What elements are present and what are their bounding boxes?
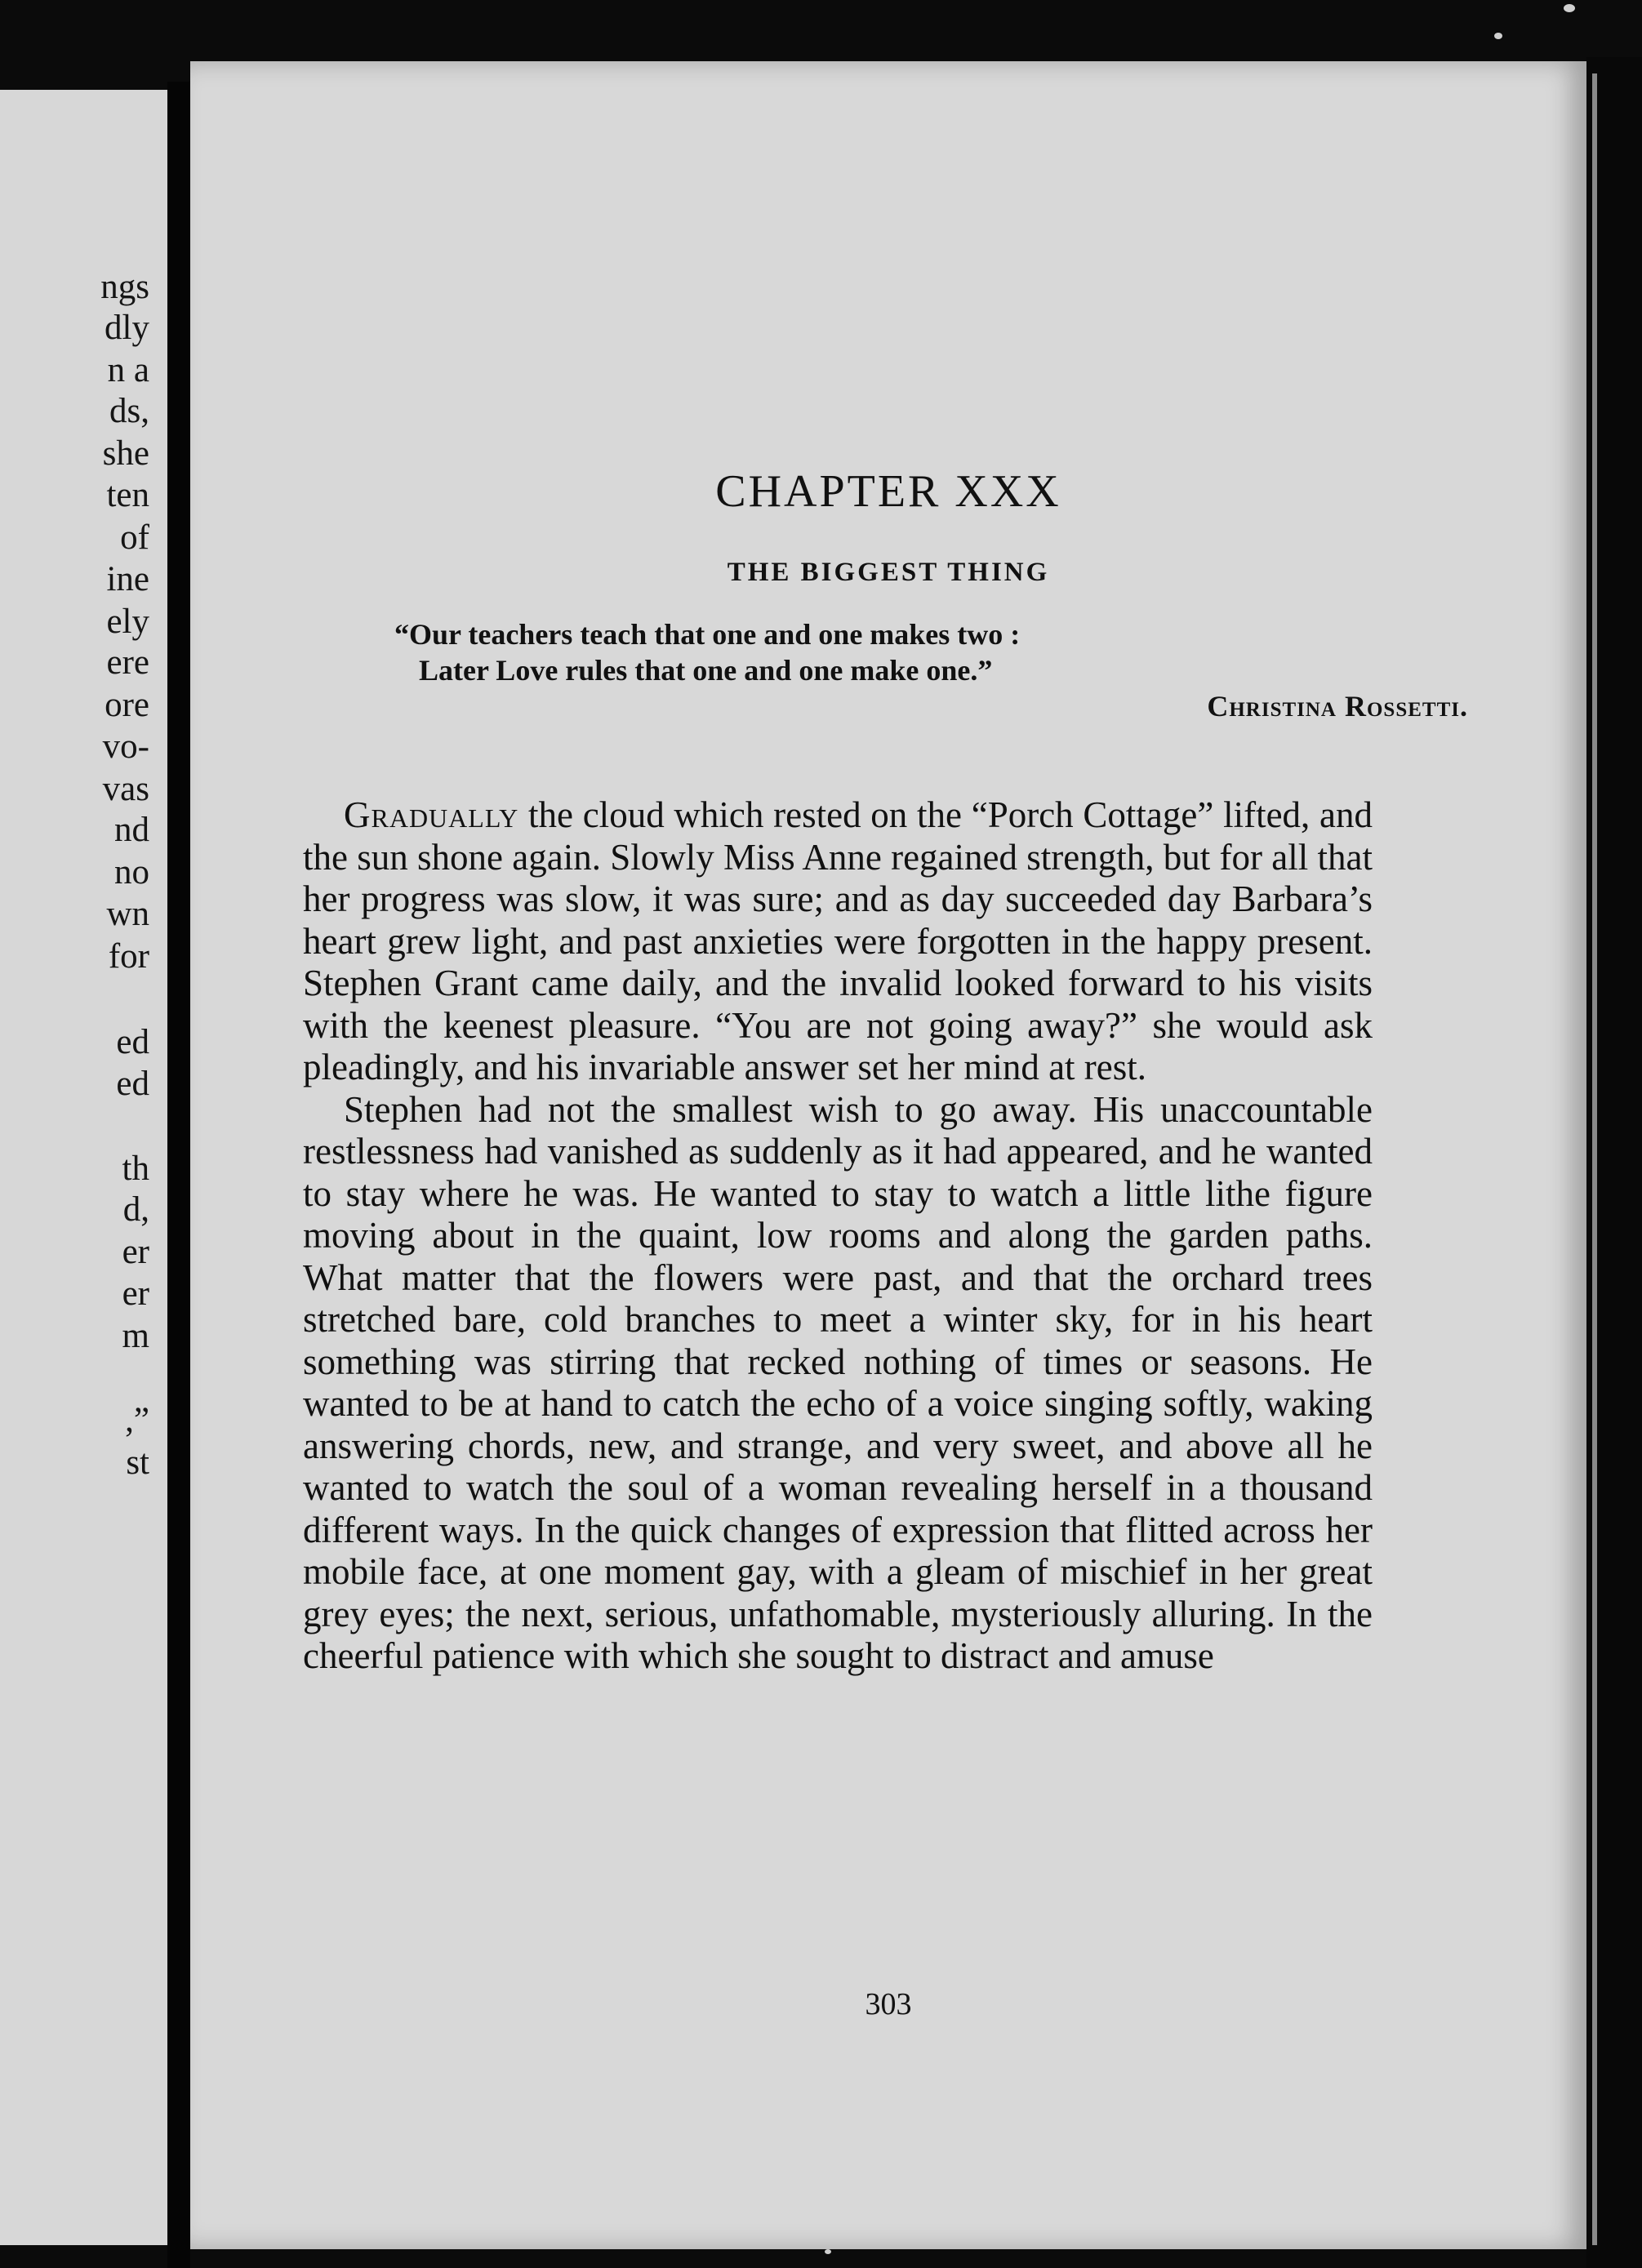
- left-page-fragment: no: [114, 853, 149, 892]
- left-page-fragment: ds,: [109, 392, 149, 430]
- page-number: 303: [865, 1987, 912, 2021]
- left-page-fragment: ore: [105, 686, 149, 724]
- left-page-fragment: of: [120, 518, 149, 557]
- left-page-fragment: dly: [105, 309, 149, 347]
- left-page-fragment: ine: [106, 560, 149, 598]
- left-page-fragment: st: [126, 1443, 149, 1482]
- left-page-fragment: ,”: [125, 1401, 149, 1439]
- left-page-fragment: vas: [102, 770, 149, 808]
- paragraph-lead-word: Gradually: [344, 794, 519, 835]
- left-page-fragment: er: [122, 1233, 149, 1271]
- paragraph-text: Stephen had not the smallest wish to go away. His unaccountable restlessness had vanished as suddenly as it had appeared, and he wanted to stay where he was. He wanted to stay to watch a little lithe figure moving about in the quaint, low rooms and along the garden paths. What matter that the flowers were past, and that the orchard trees stretched bare, cold branches to meet a winter sky, for in his heart something was stirring that recked nothing of times or seasons. He wanted to be at hand to catch the echo of a voice singing softly, waking answering chords, new, and strange, and very sweet, and above all he wanted to watch the soul of a woman revealing herself in a thousand different ways. In the quick changes of expression that flitted across her mobile face, at one moment gay, with a gleam of mischief in her great grey eyes; the next, serious, unfathomable, mysteriously alluring. In the cheerful patience with which she sought to distract and amuse: [303, 1088, 1373, 1676]
- scan-speck: [825, 2249, 831, 2254]
- epigraph-line: Later Love rules that one and one make one.”: [419, 654, 993, 687]
- scan-speck: [1564, 4, 1575, 12]
- left-page-fragment: ere: [106, 643, 149, 682]
- left-page-fragment: nd: [114, 811, 149, 849]
- left-page-fragment: ed: [116, 1023, 149, 1061]
- left-page-fragment: m: [122, 1317, 149, 1355]
- left-page-fragment: ngs: [100, 268, 149, 306]
- book-edge-highlight: [1592, 73, 1597, 2245]
- book-gutter: [167, 82, 190, 2268]
- left-page-fragment: er: [122, 1274, 149, 1313]
- left-facing-page: [0, 90, 167, 2245]
- chapter-title: CHAPTER XXX: [715, 466, 1061, 517]
- left-page-fragment: she: [102, 434, 149, 473]
- left-page-fragment: ed: [116, 1065, 149, 1103]
- paragraph: [303, 1089, 1373, 1678]
- left-page-fragment: ten: [106, 476, 149, 514]
- left-page-fragment: vo-: [102, 727, 149, 766]
- left-page-fragment: n a: [107, 351, 149, 389]
- paragraph: [303, 794, 1373, 1089]
- paragraph-text: the cloud which rested on the “Porch Cottage” lifted, and the sun shone again. Slowly Miss Anne regained strength, but for all that her progress was slow, it was sure; and as day succeeded day Barbara’s heart grew light, and past anxieties were forgotten in the happy present. Stephen Grant came daily, and the invalid looked forward to his visits with the keenest pleasure. “You are not going away?” she would ask pleadingly, and his invariable answer set her mind at rest.: [303, 794, 1373, 1087]
- left-page-fragment: ely: [106, 603, 149, 641]
- scan-speck: [1494, 33, 1502, 39]
- left-page-fragment: th: [122, 1150, 149, 1188]
- epigraph-line: “Our teachers teach that one and one makes two :: [394, 618, 1021, 651]
- book-page: [190, 61, 1586, 2249]
- epigraph: [394, 616, 1537, 724]
- body-text: [303, 794, 1373, 1678]
- left-page-fragment: d,: [122, 1190, 149, 1229]
- left-page-fragment: for: [108, 937, 149, 976]
- left-page-fragment: wn: [106, 895, 149, 933]
- chapter-subtitle: THE BIGGEST THING: [727, 558, 1050, 587]
- epigraph-attribution: Christina Rossetti.: [1207, 690, 1468, 723]
